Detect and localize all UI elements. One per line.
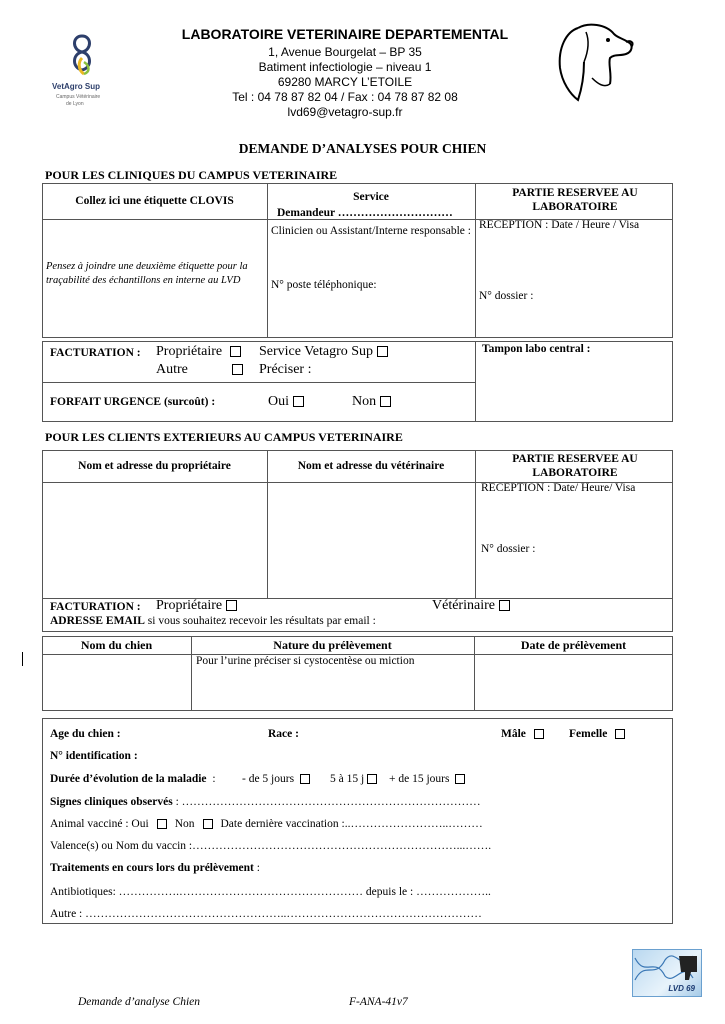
clinical-signs-dots: : ……………………………………………………………………	[175, 796, 481, 808]
vetagro-logo-icon	[62, 32, 102, 82]
footer-doc-code: F-ANA-41v7	[349, 996, 408, 1008]
lvd-badge-text: LVD 69	[668, 984, 695, 993]
treatments-row	[50, 862, 260, 874]
footer-doc-name: Demande d’analyse Chien	[78, 996, 200, 1008]
campus-heading: POUR LES CLINIQUES DU CAMPUS VETERINAIRE	[45, 168, 338, 182]
ext-reception-field[interactable]: RECEPTION : Date/ Heure/ Visa	[481, 482, 636, 494]
duration-5to15-label: 5 à 15 j	[330, 773, 365, 785]
ext-billing-vet-checkbox[interactable]	[499, 600, 510, 611]
lab-reserved-header: PARTIE RESERVEE AU LABORATOIRE	[512, 187, 638, 213]
duration-separator: :	[212, 773, 216, 785]
duration-more15-option[interactable]	[389, 773, 465, 785]
female-option[interactable]	[569, 728, 625, 740]
lab-address-3: 69280 MARCY L’ETOILE	[277, 75, 413, 89]
urgency-no-option[interactable]	[352, 394, 391, 410]
dog-name-header: Nom du chien	[80, 638, 153, 652]
treatments-separator: :	[256, 862, 260, 874]
other-treatment-field[interactable]: Autre : ……………………………………………..……………………………………………	[50, 908, 482, 920]
owner-header: Nom et adresse du propriétaire	[78, 460, 231, 472]
vaccinated-no-checkbox[interactable]	[203, 819, 213, 829]
vaccinated-yes-label: Animal vacciné : Oui	[50, 818, 149, 830]
lab-title: LABORATOIRE VETERINAIRE DEPARTEMENTAL	[181, 26, 509, 42]
billing-other-label: Autre	[156, 362, 188, 377]
urgency-label: FORFAIT URGENCE (surcoût) :	[50, 396, 216, 408]
last-vaccination-field: Date dernière vaccination :..……………………..………	[220, 818, 483, 830]
lab-address-1: 1, Avenue Bourgelat – BP 35	[268, 45, 422, 59]
female-checkbox[interactable]	[615, 729, 625, 739]
urgency-yes-label: Oui	[268, 394, 289, 409]
central-stamp-label: Tampon labo central :	[482, 343, 591, 355]
billing-owner-option[interactable]	[156, 344, 241, 360]
duration-5to15-option[interactable]	[330, 773, 377, 785]
clovis-label-header: Collez ici une étiquette CLOVIS	[75, 195, 234, 207]
ext-billing-label: FACTURATION :	[50, 601, 141, 613]
urgency-yes-checkbox[interactable]	[293, 396, 304, 407]
vaccination-row[interactable]	[50, 818, 483, 830]
duration-less5-label: - de 5 jours	[242, 773, 295, 785]
antibiotics-field[interactable]: Antibiotiques: …………….………………………………………… depuis le : ………………..	[50, 886, 491, 898]
age-field[interactable]: Age du chien :	[50, 728, 121, 740]
urgency-no-label: Non	[352, 394, 377, 409]
vetagro-logo-sub1: Campus Vétérinaire	[56, 94, 101, 100]
billing-service-label: Service Vetagro Sup	[259, 344, 374, 359]
identification-field[interactable]: N° identification :	[50, 750, 138, 762]
vetagro-logo	[52, 32, 112, 112]
service-header: Service	[353, 191, 389, 203]
external-heading: POUR LES CLIENTS EXTERIEURS AU CAMPUS VETERINAIRE	[45, 430, 403, 444]
ext-billing-owner-checkbox[interactable]	[226, 600, 237, 611]
urgency-no-checkbox[interactable]	[380, 396, 391, 407]
dog-head-illustration	[548, 18, 638, 108]
vet-header: Nom et adresse du vétérinaire	[297, 460, 445, 472]
document-title: DEMANDE D’ANALYSES POUR CHIEN	[238, 141, 487, 156]
billing-specify-field[interactable]: Préciser :	[259, 362, 312, 377]
clinician-field[interactable]: Clinicien ou Assistant/Interne responsable :	[271, 225, 471, 237]
reception-field[interactable]: RECEPTION : Date / Heure / Visa	[479, 219, 640, 231]
male-label: Mâle	[501, 728, 526, 740]
lab-address-2: Batiment infectiologie – niveau 1	[258, 60, 432, 74]
billing-service-checkbox[interactable]	[377, 346, 388, 357]
lab-phone: Tel : 04 78 87 82 04 / Fax : 04 78 87 82 08	[232, 90, 458, 104]
dog-name-cell[interactable]	[44, 656, 189, 709]
duration-more15-checkbox[interactable]	[455, 774, 465, 784]
ext-billing-vet-label: Vétérinaire	[432, 598, 495, 613]
sample-date-cell[interactable]	[476, 656, 671, 709]
sample-date-header: Date de prélèvement	[520, 638, 627, 652]
billing-owner-checkbox[interactable]	[230, 346, 241, 357]
treatments-label: Traitements en cours lors du prélèvement	[50, 862, 254, 874]
male-checkbox[interactable]	[534, 729, 544, 739]
billing-owner-label: Propriétaire	[156, 344, 223, 359]
ext-billing-owner-label: Propriétaire	[156, 598, 223, 613]
vetagro-logo-text: VetAgro Sup	[52, 82, 101, 91]
duration-row	[50, 773, 216, 785]
urgency-yes-option[interactable]	[268, 394, 304, 410]
clinical-signs-field[interactable]	[50, 796, 481, 808]
ext-lab-reserved-header: PARTIE RESERVEE AU LABORATOIRE	[512, 453, 638, 479]
sample-nature-header: Nature du prélèvement	[273, 638, 392, 652]
duration-more15-label: + de 15 jours	[389, 773, 450, 785]
female-label: Femelle	[569, 728, 608, 740]
male-option[interactable]	[501, 728, 544, 740]
ext-billing-vet-option[interactable]	[432, 598, 510, 614]
billing-other-option[interactable]	[156, 362, 243, 378]
lvd-badge	[632, 949, 702, 997]
ext-dossier-field[interactable]: N° dossier :	[481, 543, 536, 555]
urine-note[interactable]: Pour l’urine préciser si cystocentèse ou miction	[196, 655, 415, 667]
clovis-note: Pensez à joindre une deuxième étiquette pour la traçabilité des échantillons en interne au LVD	[46, 261, 248, 286]
lab-email: lvd69@vetagro-sup.fr	[287, 105, 403, 119]
billing-label: FACTURATION :	[50, 347, 141, 359]
owner-address-area[interactable]	[44, 484, 265, 596]
duration-5to15-checkbox[interactable]	[367, 774, 377, 784]
email-field[interactable]	[50, 615, 376, 627]
ext-billing-owner-option[interactable]	[156, 598, 237, 614]
text-cursor	[22, 652, 23, 666]
billing-service-option[interactable]	[259, 344, 388, 360]
duration-less5-option[interactable]	[242, 773, 310, 785]
vaccinated-no-label: Non	[174, 818, 195, 830]
billing-other-checkbox[interactable]	[232, 364, 243, 375]
vetagro-logo-sub2: de Lyon	[66, 101, 84, 107]
race-field[interactable]: Race :	[268, 728, 299, 740]
email-label: ADRESSE EMAIL	[50, 615, 145, 627]
clinical-signs-label: Signes cliniques observés	[50, 796, 173, 808]
duration-label: Durée d’évolution de la maladie	[50, 773, 207, 785]
vet-address-area[interactable]	[269, 484, 473, 596]
phone-post-field[interactable]: N° poste téléphonique:	[271, 279, 377, 291]
vaccinated-yes-checkbox[interactable]	[157, 819, 167, 829]
dossier-field[interactable]: N° dossier :	[479, 290, 534, 302]
duration-less5-checkbox[interactable]	[300, 774, 310, 784]
demandeur-header[interactable]: Demandeur …………………………	[277, 207, 453, 219]
dna-cow-icon	[633, 950, 701, 984]
vaccine-name-field[interactable]: Valence(s) ou Nom du vaccin :……………………………………………………………...…….	[50, 840, 492, 852]
email-text: si vous souhaitez recevoir les résultats par email :	[147, 615, 376, 627]
